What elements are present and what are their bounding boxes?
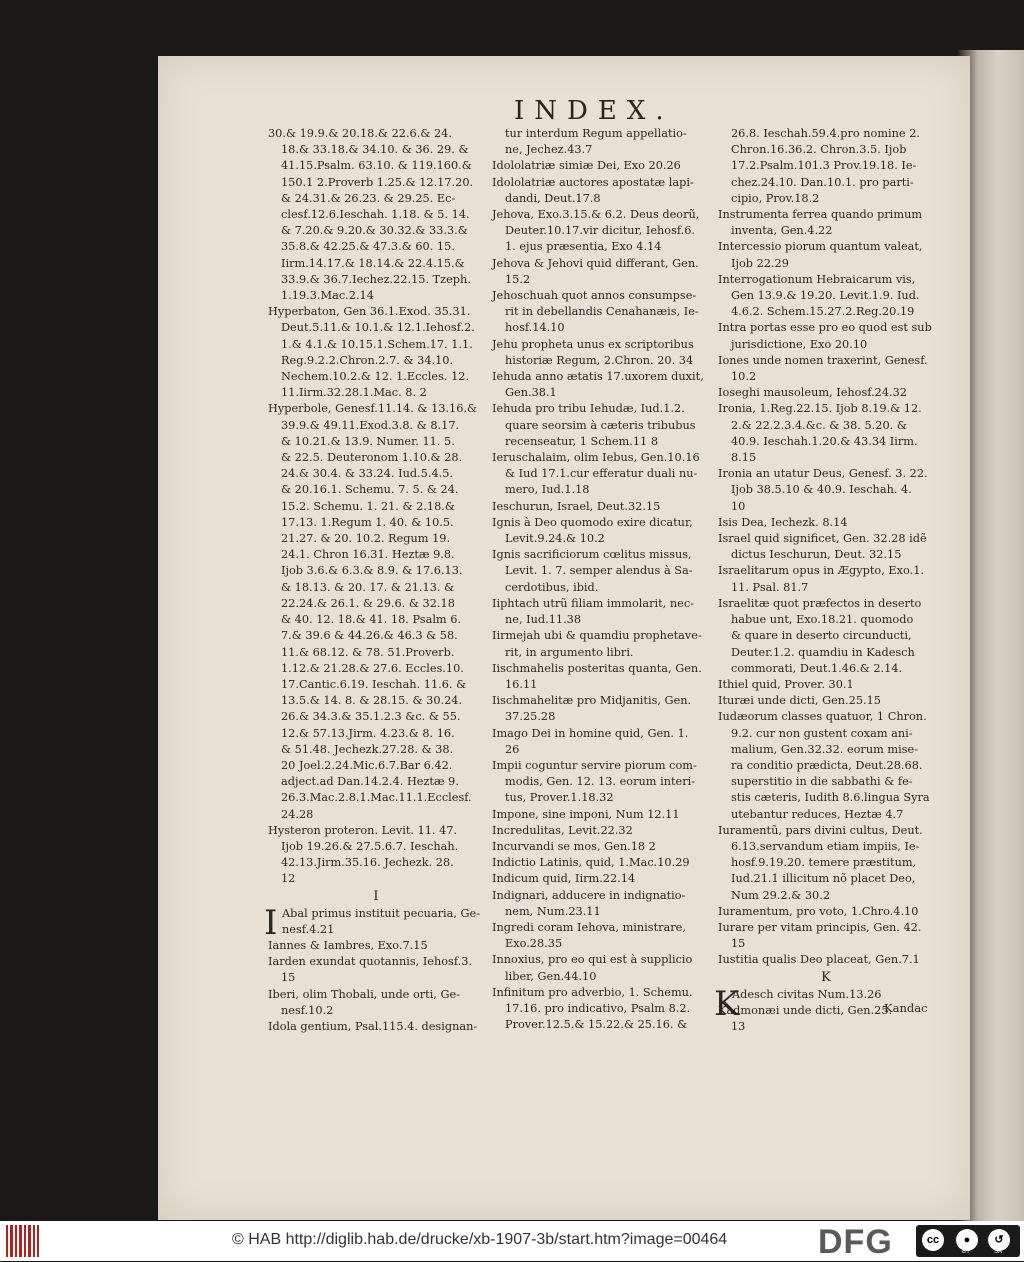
index-entry-line: 30.& 19.9.& 20.18.& 22.6.& 24. — [268, 127, 452, 140]
index-entry-line: nesf.10.2 — [281, 1003, 334, 1017]
index-entry-line: jurisdictione, Exo 20.10 — [731, 337, 868, 351]
index-entry-line: dandi, Deut.17.8 — [505, 191, 601, 205]
index-entry-line: Iehuda pro tribu Iehudæ, Iud.1.2. — [492, 402, 685, 416]
index-entry-line: Innoxius, pro eo qui est à supplicio — [492, 953, 693, 967]
index-entry-line: Idololatriæ simiæ Dei, Exo 20.26 — [492, 159, 681, 173]
index-entry-line: & Iud 17.1.cur efferatur duali nu- — [505, 467, 698, 481]
index-entry-line: tur interdum Regum appellatio- — [505, 127, 687, 140]
index-entry-line: 12.& 57.13.Jirm. 4.23.& 8. 16. — [281, 726, 455, 740]
index-entry-line: Intra portas esse pro eo quod est sub — [718, 321, 932, 335]
index-entry-line: 11. Psal. 81.7 — [731, 580, 809, 594]
sa-label: SA — [994, 1249, 1003, 1255]
index-entry-line: Reg.9.2.2.Chron.2.7. & 34.10. — [281, 353, 454, 367]
index-entry-line: Iustitia qualis Deo placeat, Gen.7.1 — [718, 953, 920, 967]
dfg-logo: DFG — [818, 1223, 893, 1261]
creative-commons-license-icon[interactable] — [916, 1225, 1020, 1257]
index-entry-line: Iirm.14.17.& 18.14.& 22.4.15.& — [281, 256, 465, 270]
index-entry-line: 26.& 34.3.& 35.1.2.3 &c. & 55. — [281, 710, 461, 724]
index-entry-line: Intercessio piorum quantum valeat, — [718, 240, 923, 254]
index-entry-line: 7.& 39.6 & 44.26.& 46.3 & 58. — [281, 629, 458, 643]
index-entry-line: inventa, Gen.4.22 — [731, 224, 833, 238]
index-entry-line: Idololatriæ auctores apostatæ lapi- — [492, 175, 694, 189]
index-entry-line: Iuramentum, pro voto, 1.Chro.4.10 — [718, 904, 919, 918]
index-entry-line: Infinitum pro adverbio, 1. Schemu. — [492, 985, 693, 999]
index-entry-line: & 18.13. & 20. 17. & 21.13. & — [281, 580, 455, 594]
index-entry-line: commorati, Deut.1.46.& 2.14. — [731, 661, 903, 675]
index-entry-line: 26.8. Ieschah.59.4.pro nomine 2. — [731, 127, 920, 140]
index-entry-line: Iudæorum classes quatuor, 1 Chron. — [718, 710, 927, 724]
catchword: Kandac — [884, 1001, 928, 1015]
viewer-footer — [0, 1221, 1024, 1261]
index-entry-line: 9.2. cur non gustent coxam ani- — [731, 726, 913, 740]
index-entry-line: Jehu propheta unus ex scriptoribus — [492, 337, 694, 351]
index-entry-line: & quare in deserto circunducti, — [731, 629, 912, 643]
index-entry-line: Incurvandi se mos, Gen.18 2 — [492, 839, 656, 853]
index-entry-line: Ironia, 1.Reg.22.15. Ijob 8.19.& 12. — [718, 402, 922, 416]
index-entry-line: Jehova & Jehovi quid differant, Gen. — [492, 256, 699, 270]
index-entry-line: 17.16. pro indicativo, Psalm 8.2. — [505, 1001, 691, 1015]
index-entry-line: Ieschurun, Israel, Deut.32.15 — [492, 499, 661, 513]
index-entry-line: ne, Jechez.43.7 — [505, 143, 593, 157]
index-entry-line: Ituræi unde dicti, Gen.25.15 — [718, 694, 881, 708]
index-entry-line: Iarden exundat quotannis, Iehosf.3. — [268, 955, 472, 969]
index-entry-line: quare seorsim à cæteris tribubus — [505, 418, 696, 432]
index-entry-line: 33.9.& 36.7.Iechez.22.15. Tzeph. — [281, 272, 471, 286]
index-entry-line: Iannes & Iambres, Exo.7.15 — [268, 938, 428, 952]
index-entry-line: 13 — [731, 1019, 746, 1033]
index-entry-line: Prover.12.5.& 15.22.& 25.16. & — [505, 1018, 688, 1032]
index-entry-line: ne, Iud.11.38 — [505, 613, 582, 627]
index-entry-line: & 20.16.1. Schemu. 7. 5. & 24. — [281, 483, 459, 497]
index-entry-line: & 51.48. Jechezk.27.28. & 38. — [281, 742, 454, 756]
index-entry-line: rit in debellandis Cenahanæis, Ie- — [505, 305, 699, 319]
drop-cap-letter: K — [714, 983, 740, 1024]
by-label: BY — [962, 1249, 971, 1255]
index-entry-line: Indicum quid, Iirm.22.14 — [492, 872, 636, 886]
index-entry-line: Iberi, olim Thobali, unde orti, Ge- — [268, 987, 461, 1001]
index-entry-line: & 7.20.& 9.20.& 30.32.& 33.3.& — [281, 224, 468, 238]
index-entry-line: 150.1 2.Proverb 1.25.& 12.17.20. — [281, 175, 474, 189]
index-entry-line: 39.9.& 49.11.Exod.3.8. & 8.17. — [281, 418, 460, 432]
index-entry-line: habue unt, Exo.18.21. quomodo — [731, 613, 914, 627]
index-entry-line: Israel quid significet, Gen. 32.28 idẽ — [718, 532, 927, 546]
index-entry-line: 17.2.Psalm.101.3 Prov.19.18. Ie- — [731, 159, 917, 173]
index-entry-line: Ironia an utatur Deus, Genesf. 3. 22. — [718, 467, 928, 481]
index-entry-line: Ijob 22.29 — [731, 256, 789, 270]
section-letter-heading: I — [373, 888, 379, 904]
index-entry-line: rit, in argumento libri. — [505, 645, 634, 659]
index-entry-line: Iischmahelis posteritas quanta, Gen. — [492, 661, 702, 675]
index-entry-line: 1.19.3.Mac.2.14 — [281, 289, 374, 303]
index-entry-line: Ijob 3.6.& 6.3.& 8.9. & 17.6.13. — [281, 564, 463, 578]
index-entry-line: 1.12.& 21.28.& 27.6. Eccles.10. — [281, 661, 464, 675]
index-entry-line: Deuter.1.2. quamdiu in Kadesch — [731, 645, 915, 659]
index-entry-line: 26.3.Mac.2.8.1.Mac.11.1.Ecclesf. — [281, 791, 472, 805]
index-entry-line: hosf.14.10 — [505, 321, 565, 335]
index-entry-line: tus, Prover.1.18.32 — [505, 791, 614, 805]
page-header-index: INDEX. — [514, 96, 674, 126]
index-entry-line: Idola gentium, Psal.115.4. designan- — [268, 1019, 478, 1033]
index-entry-line: I Abal primus instituit pecuaria, Ge- — [264, 902, 481, 943]
index-entry-line: Ignis à Deo quomodo exire dicatur, — [492, 515, 693, 529]
index-entry-line: Indictio Latinis, quid, 1.Mac.10.29 — [492, 856, 690, 870]
index-entry-line: 15.2. Schemu. 1. 21. & 2.18.& — [281, 499, 455, 513]
index-entry-line: utebantur reduces, Heztæ 4.7 — [731, 807, 904, 821]
index-entry-line: Hyperbaton, Gen 36.1.Exod. 35.31. — [268, 305, 471, 319]
index-entry-line: Chron.16.36.2. Chron.3.5. Ijob — [731, 143, 907, 157]
index-entry-line: 6.13.servandum etiam impiis, Ie- — [731, 839, 920, 853]
source-url-link[interactable]: © HAB http://diglib.hab.de/drucke/xb-1907-3b/start.htm?image=00464 — [232, 1231, 728, 1248]
index-column-3 — [714, 126, 934, 1035]
index-entry-line: Hysteron proteron. Levit. 11. 47. — [268, 823, 458, 837]
index-entry-line: dictus Ieschurun, Deut. 32.15 — [731, 548, 902, 562]
index-entry-line: cerdotibus, ibid. — [505, 580, 599, 594]
index-entry-line: Iones unde nomen traxerint, Genesf. — [718, 353, 928, 367]
index-entry-line: Iuramentũ, pars divini cultus, Deut. — [718, 823, 923, 837]
index-entry-line: Israelitarum opus in Ægypto, Exo.1. — [718, 564, 925, 578]
index-entry-line: Ioseghi mausoleum, Iehosf.24.32 — [718, 386, 907, 400]
index-entry-line: Deuter.10.17.vir dicitur, Iehosf.6. — [505, 224, 696, 238]
index-entry-line: & 22.5. Deuteronom 1.10.& 28. — [281, 451, 463, 465]
index-entry-line: cipio, Prov.18.2 — [731, 191, 820, 205]
drop-cap-letter: I — [264, 902, 278, 943]
index-entry-line: K Adesch civitas Num.13.26 — [714, 983, 882, 1024]
index-entry-line: Ingredi coram Iehova, ministrare, — [492, 920, 686, 934]
index-entry-line: Ignis sacrificiorum cœlitus missus, — [492, 548, 692, 562]
index-entry-line: 17.13. 1.Regum 1. 40. & 10.5. — [281, 515, 454, 529]
index-entry-line: 11.& 68.12. & 78. 51.Proverb. — [281, 645, 455, 659]
index-entry-line: 24.& 30.4. & 33.24. Iud.5.4.5. — [281, 467, 454, 481]
index-entry-line: Impone, sine imponi, Num 12.11 — [492, 807, 680, 821]
index-entry-line: 10.2 — [731, 370, 757, 384]
index-entry-line: 37.25.28 — [505, 710, 556, 724]
index-entry-line: Gen 13.9.& 19.20. Levit.1.9. Iud. — [731, 289, 920, 303]
index-entry-line: Jehoschuah quot annos consumpse- — [492, 289, 697, 303]
index-entry-line: 15 — [281, 971, 296, 985]
index-entry-line: malium, Gen.32.32. eorum mise- — [731, 742, 919, 756]
index-entry-line: Kadmonæi unde dicti, Gen.25. — [718, 1003, 893, 1017]
index-entry-line: recenseatur, 1 Schem.11 8 — [505, 434, 659, 448]
index-entry-line: Isis Dea, Iechezk. 8.14 — [718, 515, 848, 529]
index-column-1 — [264, 126, 484, 1035]
index-entry-line: & 24.31.& 26.23. & 29.25. Ec- — [281, 191, 456, 205]
index-entry-line: 22.24.& 26.1. & 29.6. & 32.18 — [281, 596, 455, 610]
index-entry-line: Indignari, adducere in indignatio- — [492, 888, 686, 902]
index-entry-line: Exo.28.35 — [505, 937, 563, 951]
index-entry-line: 35.8.& 42.25.& 47.3.& 60. 15. — [281, 240, 455, 254]
section-letter-heading: K — [821, 969, 831, 985]
index-entry-line: historiæ Regum, 2.Chron. 20. 34 — [505, 353, 694, 367]
index-entry-line: Iurare per vitam principis, Gen. 42. — [718, 920, 922, 934]
index-entry-line: Hyperbole, Genesf.11.14. & 13.16.& — [268, 402, 478, 416]
index-entry-line: nem, Num.23.11 — [505, 904, 601, 918]
index-entry-line: Iiphtach utrũ filiam immolarit, nec- — [492, 596, 694, 610]
index-entry-line: superstitio in die sabbathi & fe- — [731, 775, 913, 789]
index-entry-line: 17.Cantic.6.19. Ieschah. 11.6. & — [281, 677, 467, 691]
index-entry-line: Num 29.2.& 30.2 — [731, 888, 831, 902]
index-entry-line: 15.2 — [505, 272, 531, 286]
index-entry-line: Jehova, Exo.3.15.& 6.2. Deus deorũ, — [492, 208, 700, 222]
index-entry-line: clesf.12.6.Ieschah. 1.18. & 5. 14. — [281, 208, 470, 222]
index-entry-line: 12 — [281, 872, 296, 886]
index-entry-line: Iehuda anno ætatis 17.uxorem duxit, — [492, 370, 704, 384]
index-entry-line: Gen.38.1 — [505, 386, 557, 400]
index-entry-line: Ijob 38.5.10 & 40.9. Ieschah. 4. — [731, 483, 912, 497]
index-entry-line: 24.28 — [281, 807, 314, 821]
index-entry-line: 42.13.Jirm.35.16. Jechezk. 28. — [281, 856, 454, 870]
index-entry-line: 21.27. & 20. 10.2. Regum 19. — [281, 532, 451, 546]
index-entry-line: Iirmejah ubi & quamdiu prophetave- — [492, 629, 702, 643]
index-entry-line: 15 — [731, 937, 746, 951]
index-entry-line: liber, Gen.44.10 — [505, 969, 597, 983]
index-entry-line: stis cæteris, Iudith 8.6.lingua Syra — [731, 791, 930, 805]
index-entry-line: modis, Gen. 12. 13. eorum interi- — [505, 775, 696, 789]
index-entry-line: Ithiel quid, Prover. 30.1 — [718, 677, 854, 691]
index-entry-line: Incredulitas, Levit.22.32 — [492, 823, 633, 837]
index-entry-line: chez.24.10. Dan.10.1. pro parti- — [731, 175, 914, 189]
index-entry-line: Iud.21.1 illicitum nõ placet Deo, — [731, 872, 916, 886]
sa-share-alike-icon: ↺ — [988, 1229, 1010, 1251]
index-entry-line: 40.9. Ieschah.1.20.& 43.34 Iirm. — [731, 434, 918, 448]
index-entry-line: Nechem.10.2.& 12. 1.Eccles. 12. — [281, 370, 470, 384]
index-entry-line: 16.11 — [505, 677, 538, 691]
index-entry-line: 26 — [505, 742, 520, 756]
index-entry-line: 20 Joel.2.24.Mic.6.7.Bar 6.42. — [281, 758, 453, 772]
index-entry-line: Interrogationum Hebraicarum vis, — [718, 272, 916, 286]
index-entry-line: 24.1. Chron 16.31. Heztæ 9.8. — [281, 548, 455, 562]
index-entry-line: Instrumenta ferrea quando primum — [718, 208, 923, 222]
index-entry-line: 11.Iirm.32.28.1.Mac. 8. 2 — [281, 386, 427, 400]
index-entry-line: hosf.9.19.20. temere præstitum, — [731, 856, 917, 870]
index-entry-line: 2.& 22.2.3.4.&c. & 38. 5.20. & — [731, 418, 907, 432]
barcode-icon — [6, 1225, 40, 1257]
index-entry-line: Impii coguntur servire piorum com- — [492, 758, 697, 772]
index-entry-line: Ijob 19.26.& 27.5.6.7. Ieschah. — [281, 839, 459, 853]
index-entry-line: 41.15.Psalm. 63.10. & 119.160.& — [281, 159, 472, 173]
index-entry-line: Iischmahelitæ pro Midjanitis, Gen. — [492, 694, 692, 708]
index-entry-line: 10 — [731, 499, 746, 513]
index-entry-line: nesf.4.21 — [282, 922, 335, 936]
index-entry-line: Deut.5.11.& 10.1.& 12.1.Iehosf.2. — [281, 321, 475, 335]
index-entry-line: 8.15 — [731, 451, 757, 465]
index-entry-line: Levit.9.24.& 10.2 — [505, 532, 605, 546]
cc-icon: cc — [922, 1229, 944, 1251]
index-entry-line: 18.& 33.18.& 34.10. & 36. 29. & — [281, 143, 469, 157]
index-entry-line: & 10.21.& 13.9. Numer. 11. 5. — [281, 434, 455, 448]
index-entry-line: & 40. 12. 18.& 41. 18. Psalm 6. — [281, 613, 462, 627]
index-entry-line: mero, Iud.1.18 — [505, 483, 590, 497]
index-entry-line: adject.ad Dan.14.2.4. Heztæ 9. — [281, 775, 459, 789]
index-entry-line: 1. ejus præsentia, Exo 4.14 — [505, 240, 662, 254]
index-entry-line: Israelitæ quot præfectos in deserto — [718, 596, 922, 610]
index-entry-line: 1.& 4.1.& 10.15.1.Schem.17. 1.1. — [281, 337, 473, 351]
index-column-2 — [492, 126, 710, 1033]
by-attribution-icon: ● — [956, 1229, 978, 1251]
index-entry-line: Levit. 1. 7. semper alendus à Sa- — [505, 564, 693, 578]
index-entry-line: 13.5.& 14. 8. & 28.15. & 30.24. — [281, 694, 463, 708]
index-entry-line: Imago Dei in homine quid, Gen. 1. — [492, 726, 689, 740]
index-entry-line: 4.6.2. Schem.15.27.2.Reg.20.19 — [731, 305, 915, 319]
index-entry-line: ra conditio prædicta, Deut.28.68. — [731, 758, 923, 772]
index-entry-line: Ieruschalaim, olim Iebus, Gen.10.16 — [492, 451, 700, 465]
